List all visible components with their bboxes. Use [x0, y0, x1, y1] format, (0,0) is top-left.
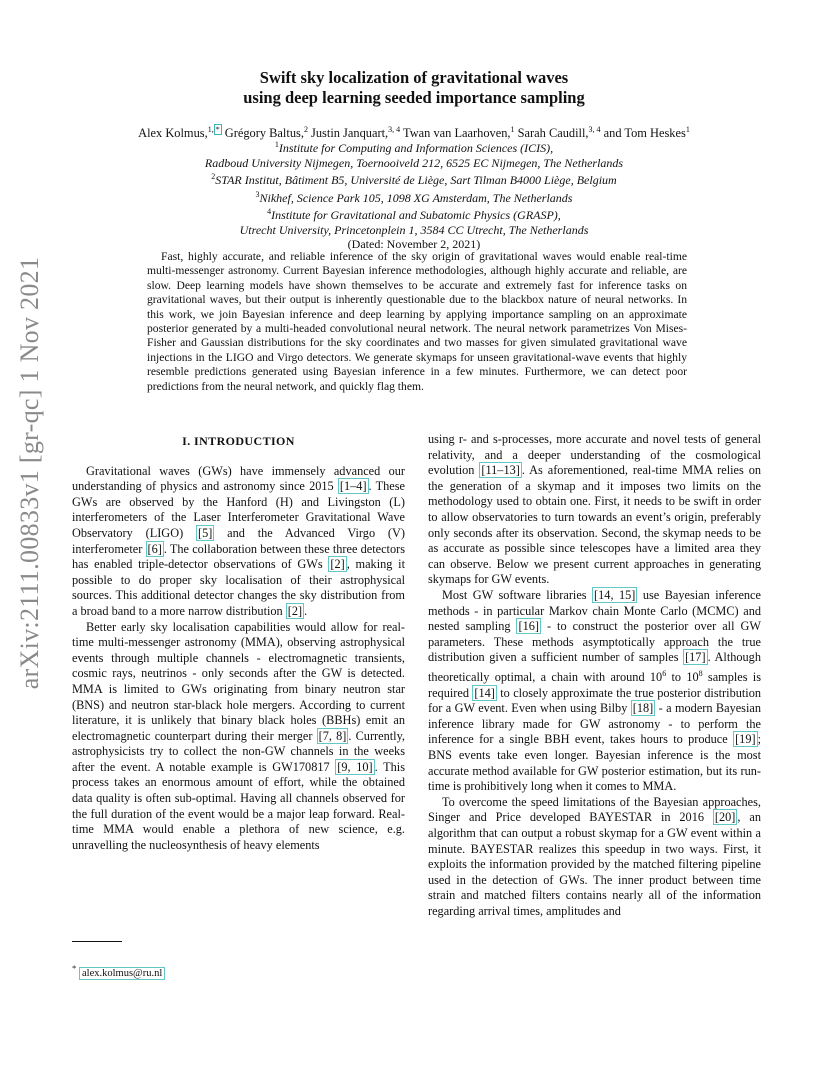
citation-link[interactable]: [16] — [518, 619, 539, 634]
affiliation-text: Utrecht University, Princetonplein 1, 3584 CC Utrecht, The Netherlands — [239, 222, 589, 237]
abstract — [147, 250, 687, 394]
citation-link[interactable]: [14, 15] — [594, 587, 636, 602]
affiliation-text: Radboud University Nijmegen, Toernooiveld 212, 6525 EC Nijmegen, The Netherlands — [204, 155, 624, 170]
citation-link[interactable]: [6] — [147, 541, 162, 556]
left-column — [72, 432, 405, 853]
abstract-text: Fast, highly accurate, and reliable inference of the sky origin of gravitational waves would enable real-time multi-messenger astronomy. Current Bayesian inference methodologies, although highly accurate and reliable, are slow. Deep learning models have shown themselves to be accurate and extremely fast for inference tasks on gravitational waves, but their output is inherently questionable due to the blackbox nature of neural networks. In this work, we join Bayesian inference and deep learning by applying importance sampling on an approximate posterior generated by a multi-headed convolutional neural network. The neural network parametrizes Von Mises-Fisher and Gaussian distributions for the sky coordinates and two masses for given simulated gravitational wave injections in the LIGO and Virgo detectors. We generate skymaps for unseen gravitational-wave events that highly resemble predictions generated using Bayesian inference in a few minutes. Furthermore, we can detect poor predictions from the neural network, and quickly flag them. — [147, 250, 687, 393]
title-line-2: using deep learning seeded importance sampling — [243, 88, 585, 107]
citation-link[interactable]: [1–4] — [339, 479, 367, 494]
citation-link[interactable]: [2] — [330, 557, 345, 572]
affiliation-text: STAR Institut, Bâtiment B5, Université de Liège, Sart Tilman B4000 Liège, Belgium — [215, 173, 617, 187]
affiliation-line — [0, 138, 828, 156]
affiliation-list — [0, 138, 828, 237]
author-name: Alex Kolmus, — [138, 126, 208, 141]
citation-link[interactable]: [5] — [198, 525, 213, 540]
author-affiliation-mark: 3, 4 — [588, 125, 601, 134]
author-affiliation-mark: 1 — [510, 125, 515, 134]
right-column — [428, 432, 761, 920]
corresponding-author-link[interactable]: * — [215, 125, 220, 134]
intro-paragraph-1: Gravitational waves (GWs) have immensely advanced our understanding of physics and astronomy since 2015 [1–4] . These GWs are observed by the Hanford (H) and Livingston (L) interferometers of the Laser Interferometer Gravitational Wave Observatory (LIGO) [5] and the Advanced Virgo (V) interferometer [6] . The collaboration between these three detectors has enabled triple-detector observations of GWs [2] , making it possible to do proper sky localisation of their astrophysical sources. This additional detector changes the sky distribution from a broad band to a more narrow distribution [2] . — [72, 463, 405, 618]
affiliations — [0, 138, 828, 252]
affiliation-text: Institute for Computing and Information Sciences (ICIS), — [278, 141, 554, 155]
affiliation-line — [0, 156, 828, 171]
intro-paragraph-5: To overcome the speed limitations of the Bayesian approaches, Singer and Price developed BAYESTAR in 2016 [20] , an algorithm that can output a robust skymap for a GW event within a minute. BAYESTAR realizes this speedup in two ways. First, it exploits the information provided by the matched filtering pipeline used in the detection of GWs. The inner product between time strain and matched filters contains nearly all of the information regarding arrival times, amplitudes and — [428, 794, 761, 918]
email-link[interactable]: alex.kolmus@ru.nl — [79, 967, 165, 980]
section-heading-introduction: I. INTRODUCTION — [182, 434, 295, 448]
intro-paragraph-4: Most GW software libraries [14, 15] use Bayesian inference methods - in particular Markov chain Monte Carlo (MCMC) and nested sampling [16] - to construct the posterior over all GW parameters. These methods asymptotically approach the true distribution given a sufficient number of samples [17] . Although theoretically optimal, a chain with around $10^6$ to $10^8$ samples is required [14] to closely approximate the true posterior distribution for a GW event. Even when using Bilby [18] - a modern Bayesian inference library made for GW astronomy - to perform the inference for a single BBH event, takes hours to produce [19] ; BNS events take even longer. Bayesian inference is the most accurate method available for GW posterior estimation, but its run-time is prohibitively long when it comes to MMA. — [428, 587, 762, 794]
author-name: Grégory Baltus, — [221, 126, 304, 141]
affiliation-line — [0, 223, 828, 238]
citation-link[interactable]: [20] — [714, 810, 736, 825]
affiliation-number: 2 — [211, 172, 216, 181]
title-line-1: Swift sky localization of gravitational waves — [259, 68, 569, 87]
paper-title — [0, 68, 828, 108]
intro-paragraph-3: using r- and s-processes, more accurate and novel tests of general relativity, and a deeper understanding of the cosmological evolution [11–13] . As aforementioned, real-time MMA relies on the generation of a skymap and it imposes two limits on the methodology used to obtain one. First, it needs to be swift in order to allow observatories to turn towards an event’s origin, preferably only seconds after its observation. Second, the skymap needs to be as accurate as possible since telescopes have a limited area they can observe. Below we present current approaches in generating skymaps for GW events. — [428, 432, 761, 587]
footnote-mark: * — [72, 963, 77, 973]
citation-link[interactable]: [17] — [685, 650, 706, 665]
citation-link[interactable]: [2] — [287, 603, 303, 618]
affiliation-number: 1 — [274, 140, 279, 149]
author-name: Sarah Caudill, — [514, 126, 589, 141]
exponent: 6 — [662, 668, 667, 678]
citation-link[interactable]: [14] — [474, 685, 495, 700]
author-name: and Tom Heskes — [600, 126, 686, 141]
footnote — [72, 963, 165, 979]
author-affiliation-mark: 1 — [685, 125, 690, 134]
affiliation-text: Nikhef, Science Park 105, 1098 XG Amsterdam, The Netherlands — [259, 190, 573, 205]
author-name: Justin Janquart, — [307, 126, 389, 141]
citation-link[interactable]: [19] — [735, 732, 756, 747]
author-affiliation-mark: 3, 4 — [388, 125, 401, 134]
author-name: Twan van Laarhoven, — [400, 126, 511, 141]
citation-link[interactable]: [7, 8] — [318, 728, 347, 743]
citation-link[interactable]: [9, 10] — [337, 759, 373, 774]
author-affiliation-mark: 1, — [207, 125, 214, 134]
arxiv-id-text: arXiv:2111.00833v1 [gr-qc] 1 Nov 2021 — [15, 256, 44, 689]
affiliation-line — [0, 188, 828, 206]
arxiv-identifier-sidebar — [2, 256, 58, 689]
exponent: 8 — [698, 668, 703, 678]
citation-link[interactable]: [11–13] — [481, 463, 520, 478]
intro-paragraph-2: Better early sky localisation capabilities would allow for real-time multi-messenger astronomy (MMA), observing astrophysical events through multiple channels - electromagnetic transients, cosmic rays, neutrinos - only seconds after the GW is detected. MMA is limited to GWs originating from binary neutron star (BNS) and neutron star-black hole mergers. According to current literature, it is unlikely that binary black holes (BBHs) emit an electromagnetic counterpart during their merger [7, 8] . Currently, astrophysicists try to collect the non-GW channels in the weeks after the event. A notable example is GW170817 [9, 10] . This process takes an enormous amount of effort, while the obtained data quality is often sub-optimal. Having all channels observed for the full duration of the event would be a major leap forward. Real-time MMA would enable a plethora of new science, e.g. unravelling the nucleosynthesis of heavy elements — [72, 619, 405, 852]
affiliation-text: Institute for Gravitational and Subatomic Physics (GRASP), — [271, 208, 561, 222]
affiliation-number: 3 — [255, 189, 260, 199]
citation-link[interactable]: [18] — [632, 701, 654, 716]
date-line: (Dated: November 2, 2021) — [347, 237, 481, 251]
affiliation-number: 4 — [267, 207, 272, 216]
affiliation-line — [0, 205, 828, 223]
affiliation-line — [0, 170, 828, 188]
author-affiliation-mark: 2 — [303, 125, 308, 134]
footnote-rule — [72, 941, 122, 942]
